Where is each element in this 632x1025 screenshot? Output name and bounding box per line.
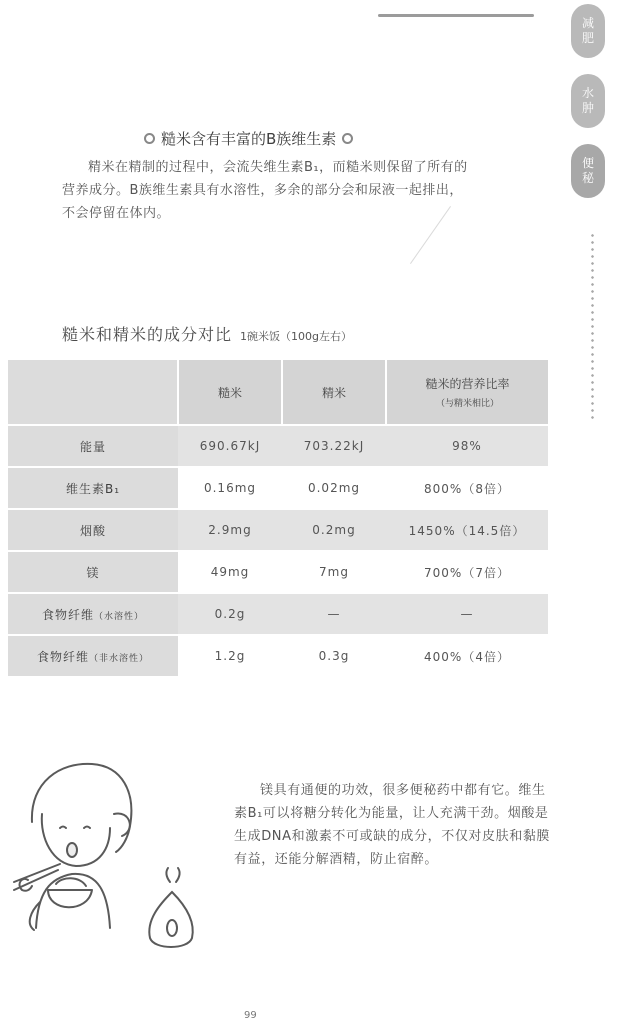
cell-brown: 0.2g: [178, 593, 282, 635]
ratio-header-label: 糙米的营养比率: [425, 377, 510, 391]
side-tab-edema[interactable]: [571, 74, 605, 128]
cell-white: 0.2mg: [282, 509, 386, 551]
row-label-note: （非水溶性）: [89, 653, 150, 664]
cell-white: 703.22kJ: [282, 425, 386, 467]
col-header-ratio: [386, 360, 548, 425]
row-label-text: 镁: [86, 565, 100, 580]
cell-ratio: 700%（7倍）: [424, 565, 510, 580]
table-header-row: [8, 360, 548, 425]
col-header-white: 精米: [282, 360, 386, 425]
cell-brown: 2.9mg: [178, 509, 282, 551]
cell-white: 0.3g: [318, 649, 350, 663]
cell-ratio: 800%（8倍）: [424, 481, 510, 496]
ring-bullet-icon: [342, 133, 353, 144]
page-number: 99: [244, 1010, 257, 1021]
table-corner-cell: [8, 360, 178, 425]
girl-eating-rice-illustration: [0, 752, 220, 952]
cell-white: 0.02mg: [307, 481, 361, 495]
cell-brown: 690.67kJ: [178, 425, 282, 467]
cell-brown: 0.16mg: [203, 481, 257, 495]
row-label-text: 食物纤维: [36, 649, 89, 664]
row-label-note: （水溶性）: [94, 611, 145, 622]
row-label: [8, 509, 178, 551]
row-label-text: 能量: [79, 439, 106, 454]
row-label-text: 维生素B₁: [65, 481, 121, 496]
table-row: [8, 635, 548, 676]
col-header-brown: 糙米: [178, 360, 282, 425]
row-label: [8, 551, 178, 593]
ratio-header-sub: （与精米相比）: [435, 399, 499, 409]
table-row: [8, 467, 548, 509]
row-label: [8, 425, 178, 467]
ring-bullet-icon: [144, 133, 155, 144]
cell-ratio: —: [386, 593, 548, 635]
table-row: [8, 425, 548, 467]
cell-ratio: 98%: [386, 425, 548, 467]
table-row: [8, 593, 548, 635]
row-label-text: 烟酸: [79, 523, 106, 538]
table-subtitle: 1碗米饭（100g左右）: [240, 330, 352, 343]
cell-brown: 49mg: [210, 565, 250, 579]
side-tab-label: 水肿: [581, 86, 594, 115]
row-label: [8, 635, 178, 676]
top-rule: [378, 14, 534, 17]
cell-white: 7mg: [319, 565, 349, 579]
cell-brown: 1.2g: [214, 649, 246, 663]
section-title: [138, 128, 359, 149]
side-tab-label: 便秘: [581, 156, 594, 185]
cell-ratio: 400%（4倍）: [424, 649, 510, 664]
dotted-divider: [591, 232, 594, 422]
comparison-table: [8, 360, 548, 676]
section-title-text: 糙米含有丰富的B族维生素: [161, 130, 337, 148]
table-row: [8, 551, 548, 593]
body-paragraph: 镁具有通便的功效，很多便秘药中都有它。维生素B₁可以将糖分转化为能量，让人充满干劲。烟酸是生成DNA和激素不可或缺的成分，不仅对皮肤和黏膜有益，还能分解酒精，防止宿醉。: [234, 783, 551, 867]
table-row: [8, 509, 548, 551]
table-title: 糙米和精米的成分对比: [62, 325, 233, 344]
row-label-text: 食物纤维: [41, 607, 94, 622]
side-tab-constipation[interactable]: [571, 144, 605, 198]
cell-white: —: [282, 593, 386, 635]
side-tab-label: 减肥: [581, 16, 594, 45]
cell-ratio: 1450%（14.5倍）: [386, 509, 548, 551]
side-tab-diet[interactable]: [571, 4, 605, 58]
intro-paragraph: 精米在精制的过程中，会流失维生素B₁，而糙米则保留了所有的营养成分。B族维生素具有水溶性，多余的部分会和尿液一起排出，不会停留在体内。: [62, 160, 468, 221]
row-label: [8, 593, 178, 635]
table-heading: [62, 322, 352, 345]
row-label: [8, 467, 178, 509]
